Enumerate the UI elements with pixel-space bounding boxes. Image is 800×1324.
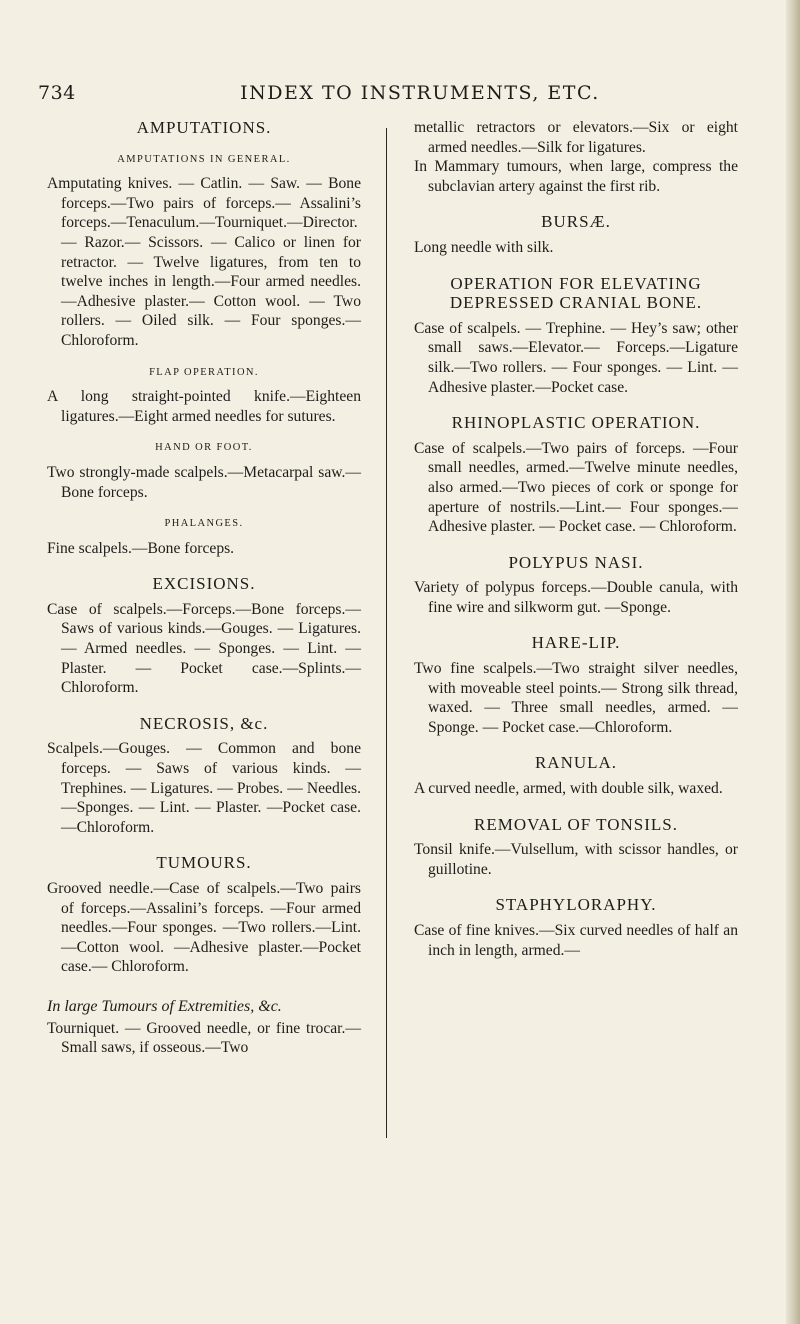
column-divider <box>386 128 387 1138</box>
continued-entry: metallic retractors or elevators.—Six or eight armed needles.—Silk for ligatures. <box>414 119 738 156</box>
instrument-list-entry: A curved needle, armed, with double silk, waxed. <box>414 780 723 798</box>
section-heading: NECROSIS, &c. <box>139 713 269 733</box>
italic-subheading: In large Tumours of Extremities, &c. <box>47 997 282 1015</box>
instrument-list-entry: Amputating knives. — Catlin. — Saw. — Bone forceps.—Two pairs of forceps.— Assalini’s forceps.—Tenaculum.—Tourniquet.—Director.— Razor.— Scissors. — Calico or linen for retractor. — Twelve ligatures, from ten to twelve inches in length.—Four armed needles. —Adhesive plaster.— Cotton wool. — Two rollers. — Oiled silk. — Four sponges.—Chloroform. <box>47 175 361 349</box>
section-heading: EXCISIONS. <box>152 574 256 594</box>
section-subheading: AMPUTATIONS IN GENERAL. <box>117 153 291 165</box>
page-header <box>0 82 800 112</box>
right-column <box>414 118 738 960</box>
section-heading: RHINOPLASTIC OPERATION. <box>451 413 701 433</box>
section-heading: HARE-LIP. <box>531 633 621 653</box>
instrument-list-entry: Grooved needle.—Case of scalpels.—Two pairs of forceps.—Assalini’s forceps. —Four armed needles.—Four sponges. —Two rollers.—Lint.—Cotton wool. —Adhesive plaster.—Pocket case.— Chloroform. <box>47 880 361 976</box>
section-heading: POLYPUS NASI. <box>508 552 644 572</box>
instrument-list-entry: Scalpels.—Gouges. — Common and bone forceps. — Saws of various kinds. — Trephines. — Ligatures. — Probes. — Needles.—Sponges. — Lint. — Plaster. —Pocket case.—Chloroform. <box>47 740 361 836</box>
instrument-list-entry: Tonsil knife.—Vulsellum, with scissor handles, or guillotine. <box>414 841 738 878</box>
instrument-list-entry: Fine scalpels.—Bone forceps. <box>47 539 235 557</box>
section-subheading: PHALANGES. <box>164 518 244 530</box>
section-heading: RANULA. <box>534 753 618 773</box>
left-column <box>47 118 361 1058</box>
instrument-list-entry: In Mammary tumours, when large, compress the subclavian artery against the first rib. <box>414 158 738 195</box>
instrument-list-entry: Tourniquet. — Grooved needle, or fine trocar.—Small saws, if osseous.—Two <box>47 1019 361 1057</box>
page-edge <box>786 0 800 1324</box>
instrument-list-entry: A long straight-pointed knife.—Eighteen ligatures.—Eight armed needles for sutures. <box>47 388 361 425</box>
instrument-list-entry: Two fine scalpels.—Two straight silver needles, with moveable steel points.— Strong silk thread, waxed. — Three small needles, armed. — Sponge. — Pocket case.—Chloroform. <box>414 660 738 736</box>
section-heading: BURSÆ. <box>541 212 611 232</box>
running-head: INDEX TO INSTRUMENTS, ETC. <box>240 82 600 104</box>
section-subheading: FLAP OPERATION. <box>149 366 259 378</box>
instrument-list-entry: Long needle with silk. <box>414 238 554 256</box>
instrument-list-entry: Case of scalpels.—Two pairs of forceps. —Four small needles, armed.—Twelve minute needles, also armed.—Two pieces of cork or sponge for aperture of nostrils.—Lint.— Four sponges.— Adhesive plaster. — Pocket case. — Chloroform. <box>414 439 738 536</box>
instrument-list-entry: Case of fine knives.—Six curved needles of half an inch in length, armed.— <box>414 922 738 959</box>
section-heading: STAPHYLORAPHY. <box>495 895 657 915</box>
section-heading: REMOVAL OF TONSILS. <box>474 814 678 834</box>
section-heading: AMPUTATIONS. <box>136 118 272 137</box>
section-heading: TUMOURS. <box>156 853 252 873</box>
instrument-list-entry: Case of scalpels. — Trephine. — Hey’s saw; other small saws.—Elevator.— Forceps.—Ligature silk.—Two rollers. — Four sponges. — Lint. — Adhesive plaster.—Pocket case. <box>414 319 738 396</box>
section-subheading: HAND OR FOOT. <box>155 442 253 454</box>
section-heading: OPERATION FOR ELEVATING DEPRESSED CRANIAL BONE. <box>449 273 703 313</box>
page-number: 734 <box>38 82 76 104</box>
instrument-list-entry: Variety of polypus forceps.—Double canula, with fine wire and silkworm gut. —Sponge. <box>414 579 738 616</box>
instrument-list-entry: Case of scalpels.—Forceps.—Bone forceps.—Saws of various kinds.—Gouges. — Ligatures. — Armed needles. — Sponges. — Lint. — Plaster. — Pocket case.—Splints.—Chloroform. <box>47 600 361 697</box>
instrument-list-entry: Two strongly-made scalpels.—Metacarpal saw.—Bone forceps. <box>47 463 361 501</box>
